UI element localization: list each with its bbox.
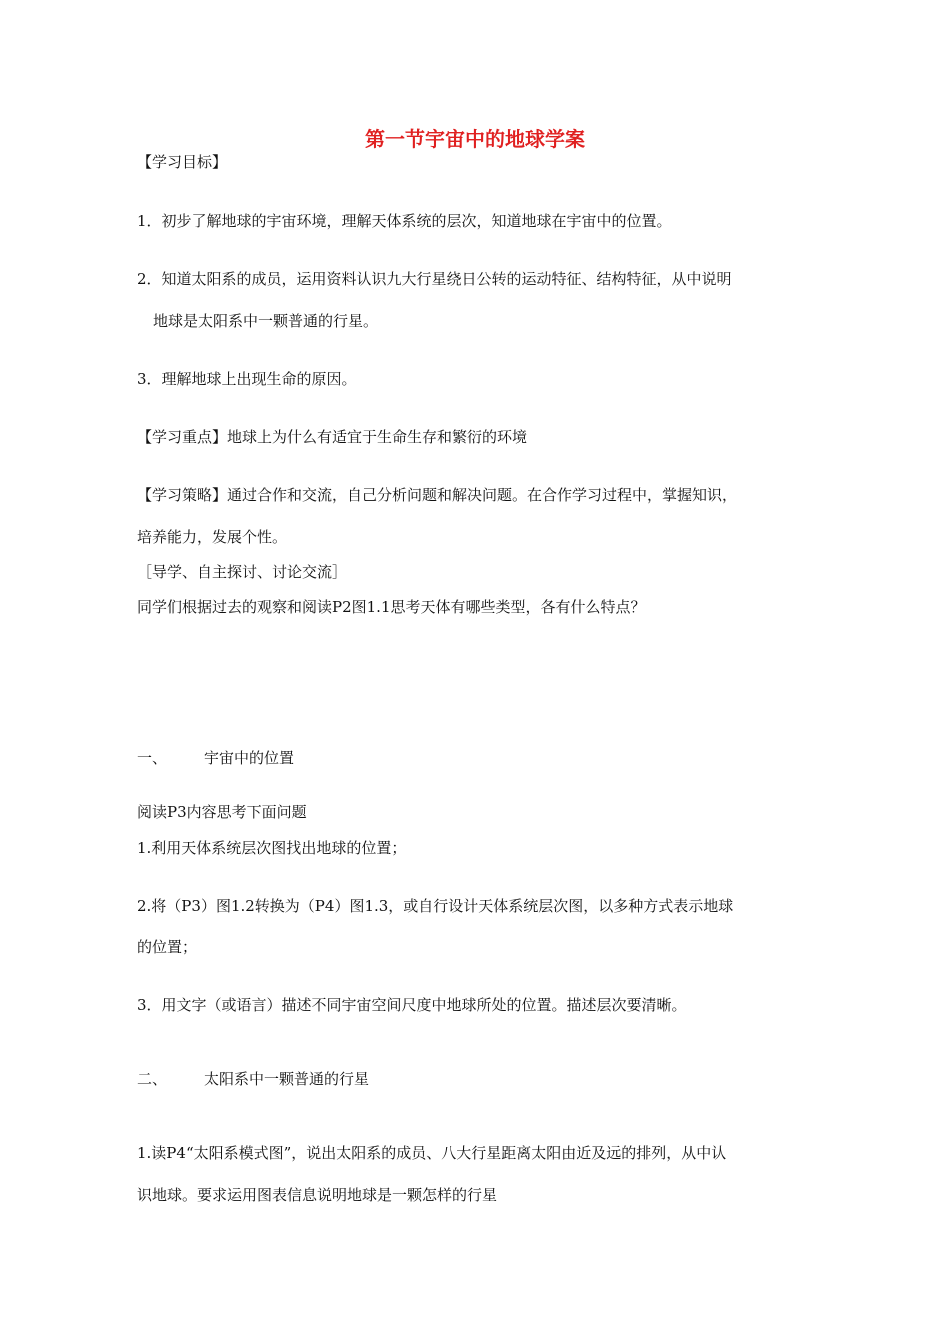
objective-item-2: 2．知道太阳系的成员，运用资料认识九大行星绕日公转的运动特征、结构特征，从中说明: [137, 270, 732, 288]
section-1-title: 宇宙中的位置: [204, 749, 295, 767]
section-2-heading: [137, 1069, 369, 1089]
document-title: 第一节宇宙中的地球学案: [365, 127, 585, 151]
guide-question: 同学们根据过去的观察和阅读P2图1.1思考天体有哪些类型，各有什么特点？: [137, 598, 646, 616]
section-1-item-1: 1.利用天体系统层次图找出地球的位置；: [137, 839, 407, 857]
section-1-item-2: 2.将（P3）图1.2转换为（P4）图1.3，或自行设计天体系统层次图，以多种方式表示地球: [137, 897, 734, 915]
section-2-item-1: 1.读P4“太阳系模式图”，说出太阳系的成员、八大行星距离太阳由近及远的排列，从中认: [137, 1144, 727, 1162]
section-1-heading: [137, 748, 294, 768]
section-2-item-1-continued: 识地球。要求运用图表信息说明地球是一颗怎样的行星: [137, 1186, 498, 1204]
section-1-intro: 阅读P3内容思考下面问题: [137, 803, 307, 821]
objectives-heading: 【学习目标】: [137, 153, 228, 171]
key-point: 【学习重点】地球上为什么有适宜于生命生存和繁衍的环境: [137, 428, 528, 446]
section-2-number: 二、: [137, 1070, 168, 1088]
section-2-title: 太阳系中一颗普通的行星: [204, 1070, 370, 1088]
strategy-line-2: 培养能力，发展个性。: [137, 528, 288, 546]
section-1-item-3: 3．用文字（或语言）描述不同宇宙空间尺度中地球所处的位置。描述层次要清晰。: [137, 996, 687, 1014]
section-1-number: 一、: [137, 749, 168, 767]
guide-label: ［导学、自主探讨、讨论交流］: [137, 563, 348, 581]
section-1-item-2-continued: 的位置；: [137, 938, 198, 956]
objective-item-3: 3．理解地球上出现生命的原因。: [137, 370, 357, 388]
objective-item-2-continued: 地球是太阳系中一颗普通的行星。: [153, 312, 379, 330]
objective-item-1: 1．初步了解地球的宇宙环境，理解天体系统的层次，知道地球在宇宙中的位置。: [137, 212, 672, 230]
strategy-line-1: 【学习策略】通过合作和交流，自己分析问题和解决问题。在合作学习过程中，掌握知识，: [137, 486, 738, 504]
